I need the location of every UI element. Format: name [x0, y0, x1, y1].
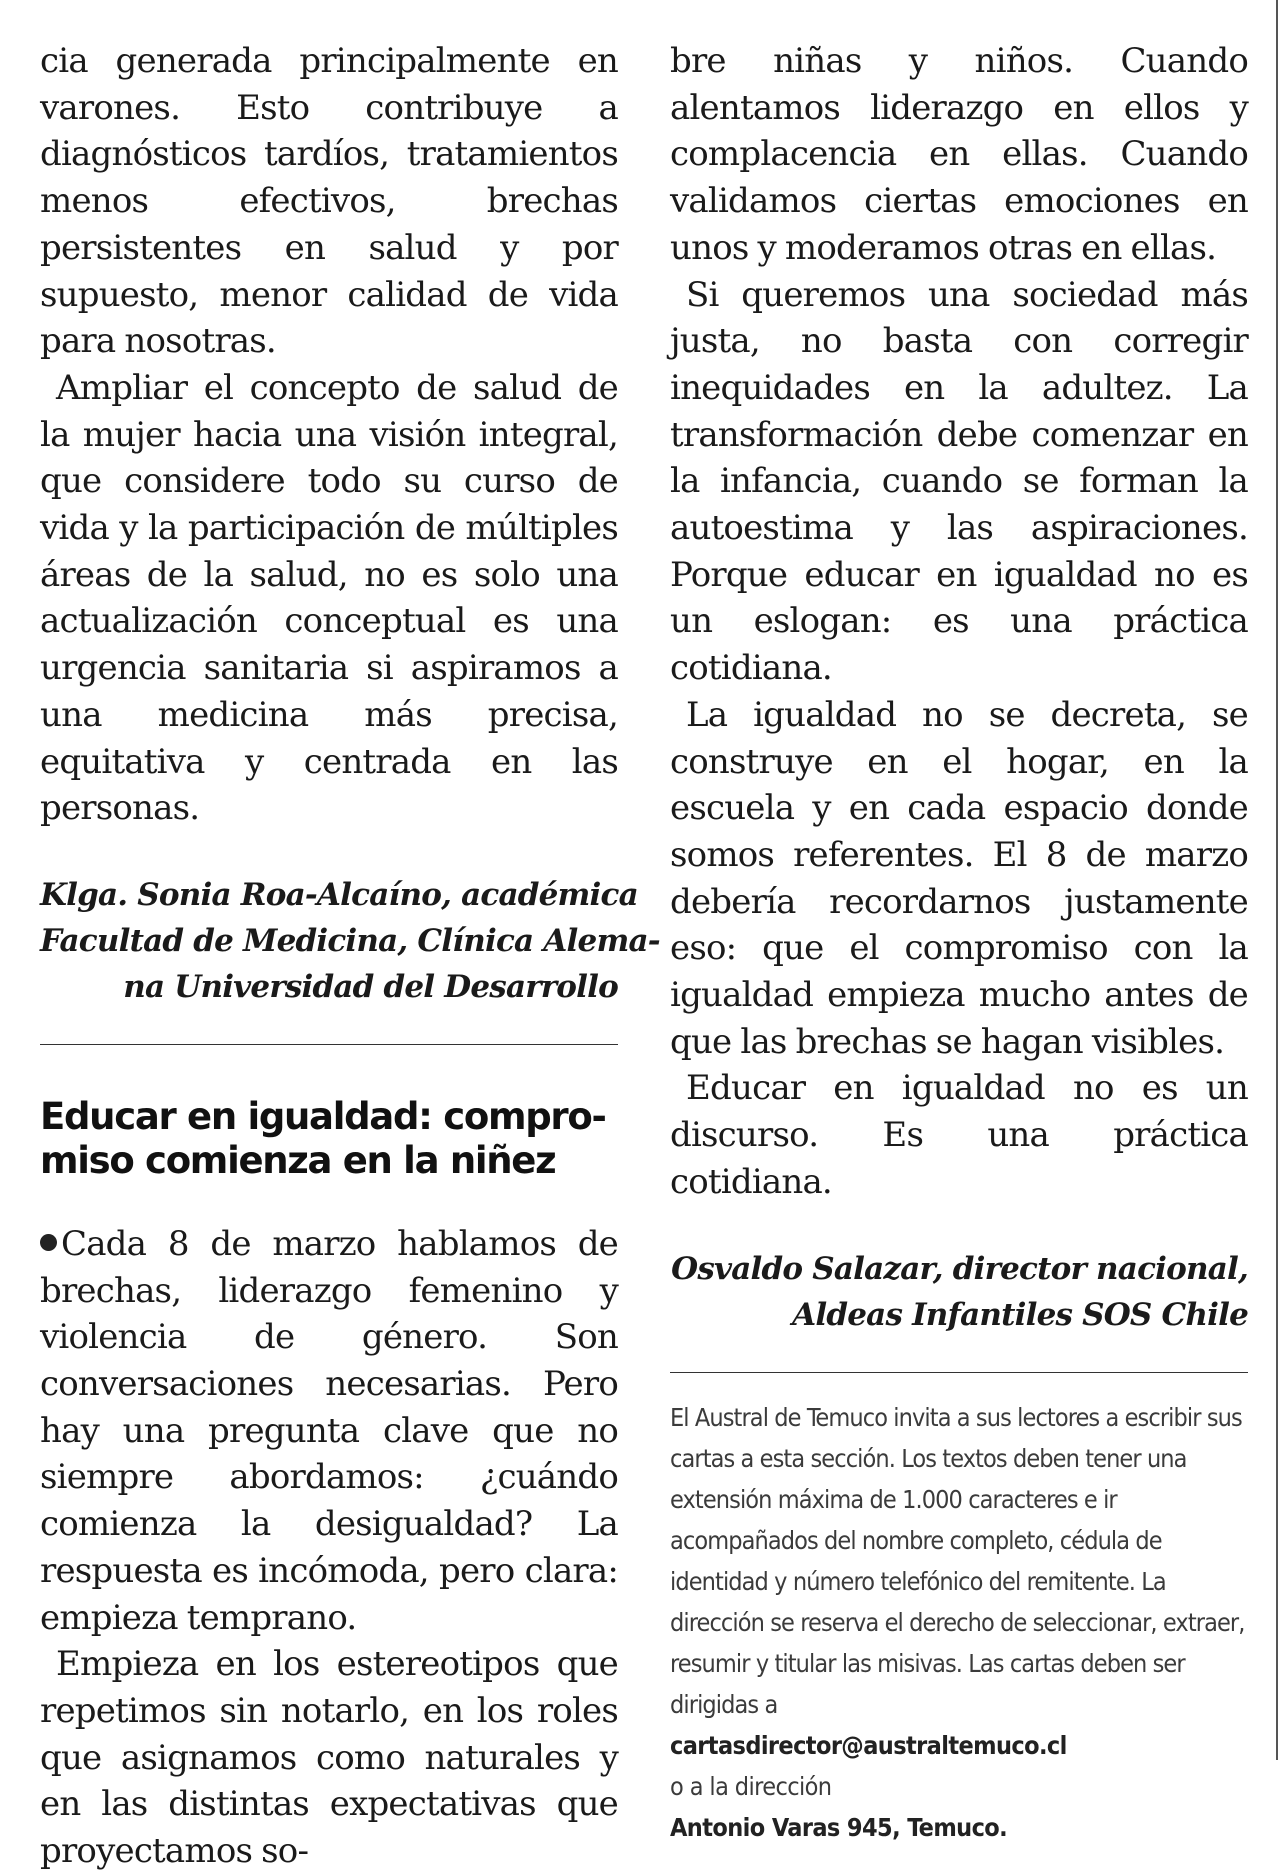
- signature-line: Osvaldo Salazar, director nacional,: [671, 1250, 1248, 1287]
- divider: [40, 1044, 618, 1045]
- signature-line: Aldeas Infantiles SOS Chile: [792, 1296, 1248, 1333]
- letter-2-signature: [670, 1246, 1248, 1338]
- letter-2-paragraph-5: La igualdad no se decreta, se construye en el hogar, en la escuela y en cada espacio donde somos referentes. El 8 de marzo debería recordarnos justamente eso: que el compromiso con la igualdad empieza mucho antes de que las brechas se hagan visibles.: [670, 694, 1248, 1062]
- letter-2-paragraph-4: Si queremos una sociedad más justa, no basta con corregir inequidades en la adultez. La transformación debe comenzar en la infancia, cuando se forman la autoestima y las aspiraciones. Porque educar en igualdad no es un eslogan: es una práctica cotidiana.: [670, 274, 1248, 689]
- divider: [670, 1372, 1248, 1373]
- letter-1-signature: [40, 872, 660, 1010]
- letter-2-paragraph-2: Empieza en los estereotipos que repetimos sin notarlo, en los roles que asignamos como naturales y en las distintas expectativas que proyectamos so-: [40, 1644, 618, 1872]
- letter-2-paragraph-3: bre niñas y niños. Cuando alentamos liderazgo en ellos y complacencia en ellas. Cuando validamos ciertas emociones en unos y moderamos otras en ellas.: [670, 41, 1248, 268]
- letter-1-paragraph-2: Ampliar el concepto de salud de la mujer hacia una visión integral, que considere todo su curso de vida y la participación de múltiples áreas de la salud, no es solo una actualización conceptual es una urgencia sanitaria si aspiramos a una medicina más precisa, equitativa y centrada en las personas.: [40, 367, 618, 829]
- letter-2-paragraph-1: Cada 8 de marzo hablamos de brechas, liderazgo femenino y violencia de género. Son conversaciones necesarias. Pero hay una pregunta clave que no siempre abordamos: ¿cuándo comienza la desigualdad? La respuesta es incómoda, pero clara: empieza temprano.: [40, 1223, 618, 1638]
- headline-line: Educar en igualdad: compro-: [40, 1094, 606, 1138]
- note-or: o a la dirección: [670, 1771, 832, 1801]
- editorial-note: [670, 1397, 1248, 1848]
- signature-line: na Universidad del Desarrollo: [123, 968, 618, 1005]
- signature-line: Klga. Sonia Roa-Alcaíno, académica: [40, 876, 638, 913]
- letter-2-headline: [40, 1095, 618, 1183]
- page-edge-line: [1276, 0, 1278, 1760]
- note-address: Antonio Varas 945, Temuco.: [670, 1812, 1008, 1842]
- letter-2-paragraph-6: Educar en igualdad no es un discurso. Es una práctica cotidiana.: [670, 1068, 1248, 1202]
- note-email[interactable]: cartasdirector@australtemuco.cl: [670, 1730, 1067, 1760]
- note-text: El Austral de Temuco invita a sus lectores a escribir sus cartas a esta sección. Los textos deben tener una extensión máxima de 1.000 caracteres e ir acompañados del nombre completo, cédula de identidad y número telefónico del remitente. La dirección se reserva el derecho de seleccionar, extraer, resumir y titular las misivas. Las cartas deben ser dirigidas a: [670, 1402, 1245, 1719]
- signature-line: Facultad de Medicina, Clínica Alema-: [40, 922, 660, 959]
- headline-line: miso comienza en la niñez: [40, 1138, 556, 1182]
- right-column: [670, 38, 1248, 1848]
- bullet-icon: [40, 1234, 57, 1251]
- letter-1-paragraph-1: cia generada principalmente en varones. Esto contribuye a diagnósticos tardíos, tratamientos menos efectivos, brechas persistentes en salud y por supuesto, menor calidad de vida para nosotras.: [40, 41, 618, 362]
- left-column: [40, 38, 660, 1875]
